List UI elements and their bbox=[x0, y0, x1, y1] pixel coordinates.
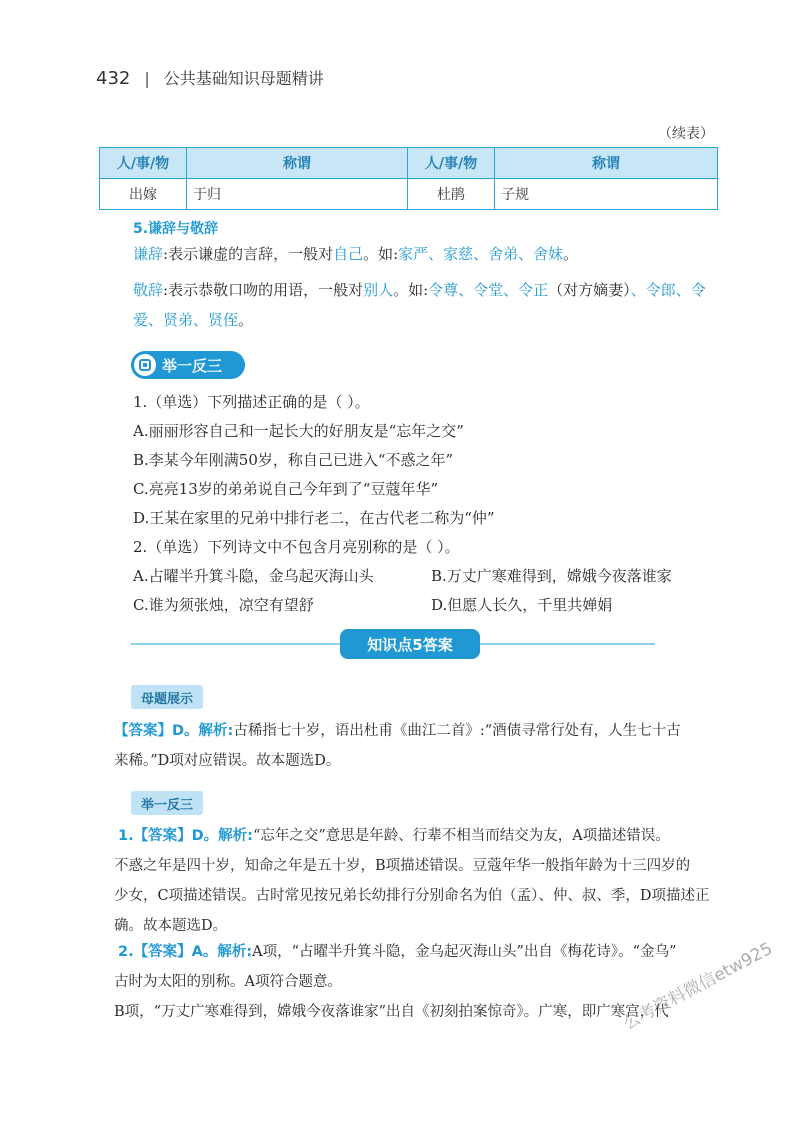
table-cell: 杜鹃 bbox=[408, 179, 495, 210]
title-table bbox=[99, 147, 718, 210]
mother-tag: 母题展示 bbox=[131, 685, 203, 709]
qianci-line bbox=[133, 244, 578, 264]
option: C.亮亮13岁的弟弟说自己今年到了“豆蔻年华” bbox=[133, 480, 439, 498]
period: 。 bbox=[238, 311, 254, 329]
answer-text: 古时为太阳的别称。A项符合题意。 bbox=[114, 974, 342, 990]
question-2: 2.（单选）下列诗文中不包含月亮别称的是（ ）。 bbox=[133, 538, 460, 556]
table-header-cell: 称谓 bbox=[495, 148, 718, 179]
table-header-cell: 人/事/物 bbox=[100, 148, 187, 179]
term: 谦辞 bbox=[133, 245, 164, 263]
section-title: 5.谦辞与敬辞 bbox=[133, 221, 219, 237]
watermark: 公考资料微信etw925 bbox=[620, 938, 776, 1035]
jingci-line bbox=[133, 275, 733, 335]
table-row bbox=[100, 179, 718, 210]
answer-text: “忘年之交”意思是年龄、行辈不相当而结交为友，A项描述错误。 bbox=[252, 828, 670, 844]
book-icon bbox=[134, 354, 156, 376]
answer-banner: 知识点5答案 bbox=[340, 629, 480, 659]
example-note: （对方嫡妻） bbox=[548, 281, 631, 299]
book-title: 公共基础知识母题精讲 bbox=[163, 69, 324, 88]
table-header-row bbox=[100, 148, 718, 179]
table-header-cell: 称谓 bbox=[187, 148, 408, 179]
answer-label: 2.【答案】A。解析: bbox=[118, 944, 253, 960]
option: A.丽丽形容自己和一起长大的好朋友是“忘年之交” bbox=[133, 422, 464, 440]
page-number: 432 bbox=[96, 68, 131, 89]
answer-text: B项，“万丈广寒难得到，嫦娥今夜落谁家”出自《初刻拍案惊奇》。广寒，即广寒宫，代 bbox=[114, 1004, 669, 1020]
banner-line-left bbox=[131, 643, 340, 645]
example-prefix: 。如: bbox=[393, 281, 429, 299]
option: B.万丈广寒难得到，嫦娥今夜落谁家 bbox=[431, 567, 672, 585]
answer-text: A项，“占曜半升箕斗隐，金乌起灭海山头”出自《梅花诗》。“金乌” bbox=[252, 944, 677, 960]
banner-line-right bbox=[480, 643, 655, 645]
definition-text: :表示谦虚的言辞，一般对 bbox=[163, 245, 334, 263]
table-cell: 于归 bbox=[187, 179, 408, 210]
mother-answer bbox=[114, 716, 724, 776]
answer-text: 确。故本题选D。 bbox=[114, 918, 228, 934]
examples: 令尊、令堂、令正 bbox=[428, 281, 549, 299]
table-cell: 子规 bbox=[495, 179, 718, 210]
target-text: 自己 bbox=[333, 245, 364, 263]
option: D.但愿人长久，千里共婵娟 bbox=[431, 596, 613, 614]
option: A.占曜半升箕斗隐，金乌起灭海山头 bbox=[133, 567, 374, 585]
term: 敬辞 bbox=[133, 281, 164, 299]
question-1: 1.（单选）下列描述正确的是（ ）。 bbox=[133, 393, 370, 411]
option: B.李某今年刚满50岁，称自己已进入“不惑之年” bbox=[133, 451, 454, 469]
answer-text: 来稀。”D项对应错误。故本题选D。 bbox=[114, 753, 341, 769]
table-cell: 出嫁 bbox=[100, 179, 187, 210]
definition-text: :表示恭敬口吻的用语，一般对 bbox=[163, 281, 364, 299]
practice-badge bbox=[131, 351, 245, 379]
examples: 爱、贤弟、贤侄 bbox=[133, 311, 239, 329]
answer-label: 【答案】D。解析: bbox=[114, 723, 234, 739]
answer-text: 少女，C项描述错误。古时常见按兄弟长幼排行分别命名为伯（孟）、仲、叔、季，D项描述正 bbox=[114, 888, 710, 904]
practice-badge-label: 举一反三 bbox=[162, 356, 223, 375]
examples: 家严、家慈、舍弟、舍妹 bbox=[398, 245, 564, 263]
answer-text: 不惑之年是四十岁，知命之年是五十岁，B项描述错误。豆蔻年华一般指年龄为十三四岁的 bbox=[114, 858, 691, 874]
example-prefix: 。如: bbox=[363, 245, 399, 263]
practice-tag: 举一反三 bbox=[131, 791, 203, 815]
header-separator: | bbox=[144, 69, 150, 88]
continued-label: （续表） bbox=[658, 126, 714, 142]
examples: 、令郎、令 bbox=[630, 281, 706, 299]
answer-1 bbox=[114, 821, 724, 941]
option: C.谁为须张烛，凉空有望舒 bbox=[133, 596, 314, 614]
page-header bbox=[96, 66, 324, 89]
answer-label: 1.【答案】D。解析: bbox=[118, 828, 253, 844]
period: 。 bbox=[563, 245, 579, 263]
table-header-cell: 人/事/物 bbox=[408, 148, 495, 179]
option: D.王某在家里的兄弟中排行老二，在古代老二称为“仲” bbox=[133, 509, 495, 527]
target-text: 别人 bbox=[363, 281, 394, 299]
answer-text: 古稀指七十岁，语出杜甫《曲江二首》:“酒债寻常行处有，人生七十古 bbox=[233, 723, 681, 739]
